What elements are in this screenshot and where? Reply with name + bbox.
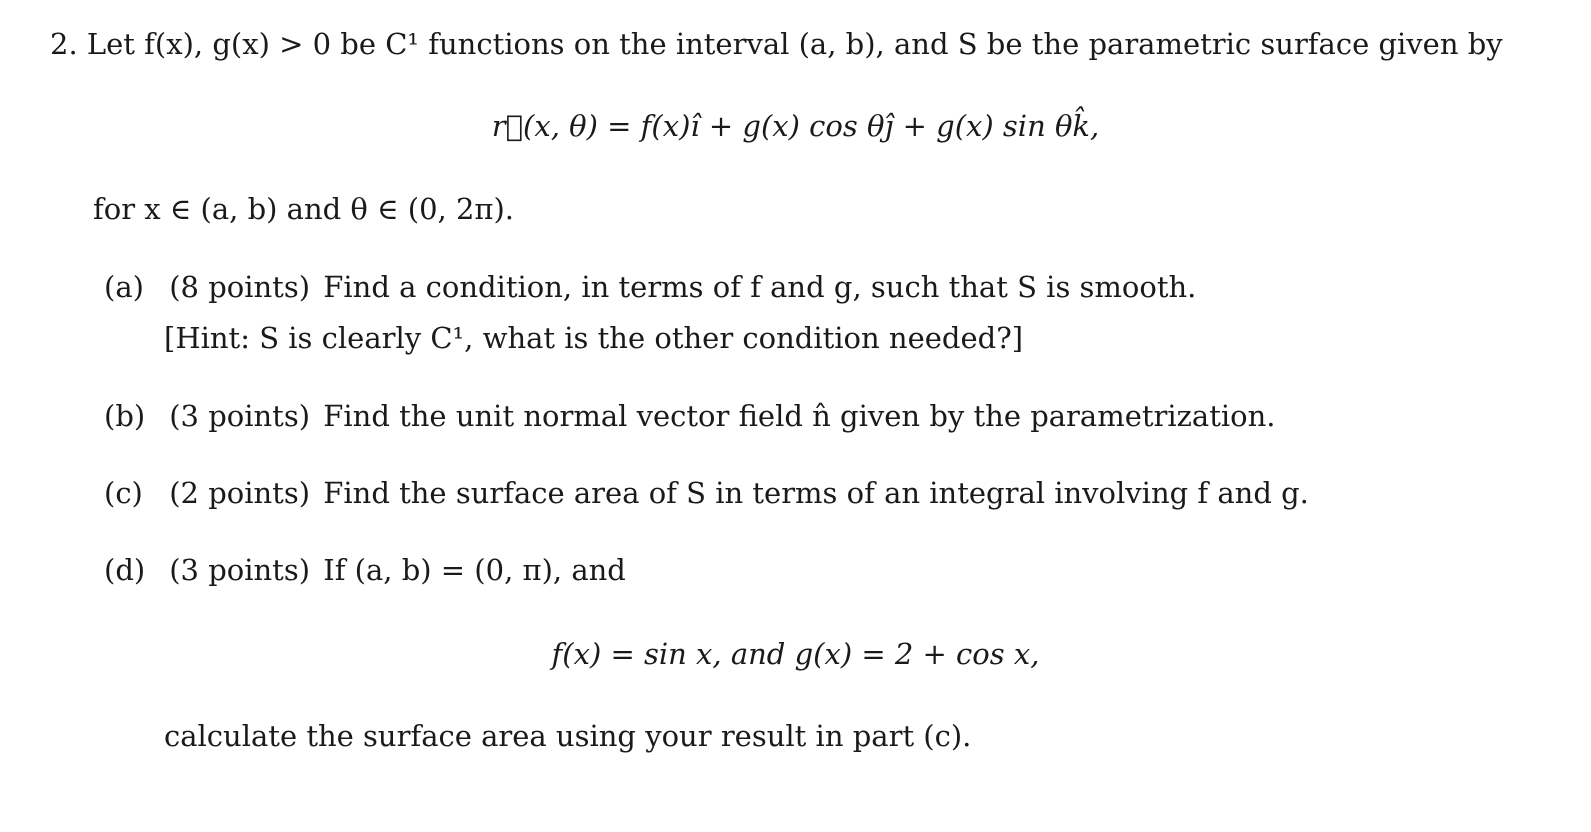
part-a-text: Find a condition, in terms of f and g, such that S is smooth. (323, 270, 1197, 304)
parameter-domain: for x ∈ (a, b) and θ ∈ (0, 2π). (93, 192, 515, 226)
part-a-points: (8 points) (169, 270, 311, 304)
part-c-label: (c) (104, 476, 143, 510)
part-c (104, 476, 1309, 510)
problem-intro-line (50, 27, 1503, 61)
part-a-hint: [Hint: S is clearly C¹, what is the other condition needed?] (164, 321, 1024, 355)
part-a-label: (a) (104, 270, 144, 304)
part-c-text: Find the surface area of S in terms of an integral involving f and g. (323, 476, 1309, 510)
part-b-label: (b) (104, 399, 146, 433)
part-d-equation: f(x) = sin x, and g(x) = 2 + cos x, (551, 637, 1040, 671)
part-b-text: Find the unit normal vector field n̂ given by the parametrization. (323, 399, 1276, 433)
part-b (104, 399, 1276, 433)
problem-intro: Let f(x), g(x) > 0 be C¹ functions on the interval (a, b), and S be the parametric surface given by (86, 27, 1503, 61)
part-b-points: (3 points) (169, 399, 311, 433)
part-d-text: If (a, b) = (0, π), and (323, 553, 626, 587)
part-c-points: (2 points) (169, 476, 311, 510)
part-d-followup: calculate the surface area using your result in part (c). (164, 719, 972, 753)
part-d-points: (3 points) (169, 553, 311, 587)
problem-number: 2. (50, 27, 78, 61)
part-a (104, 270, 1197, 304)
part-d-label: (d) (104, 553, 146, 587)
part-d (104, 553, 626, 587)
parametrization-equation: r⃗(x, θ) = f(x)î + g(x) cos θĵ + g(x) sin θk̂, (491, 109, 1100, 143)
